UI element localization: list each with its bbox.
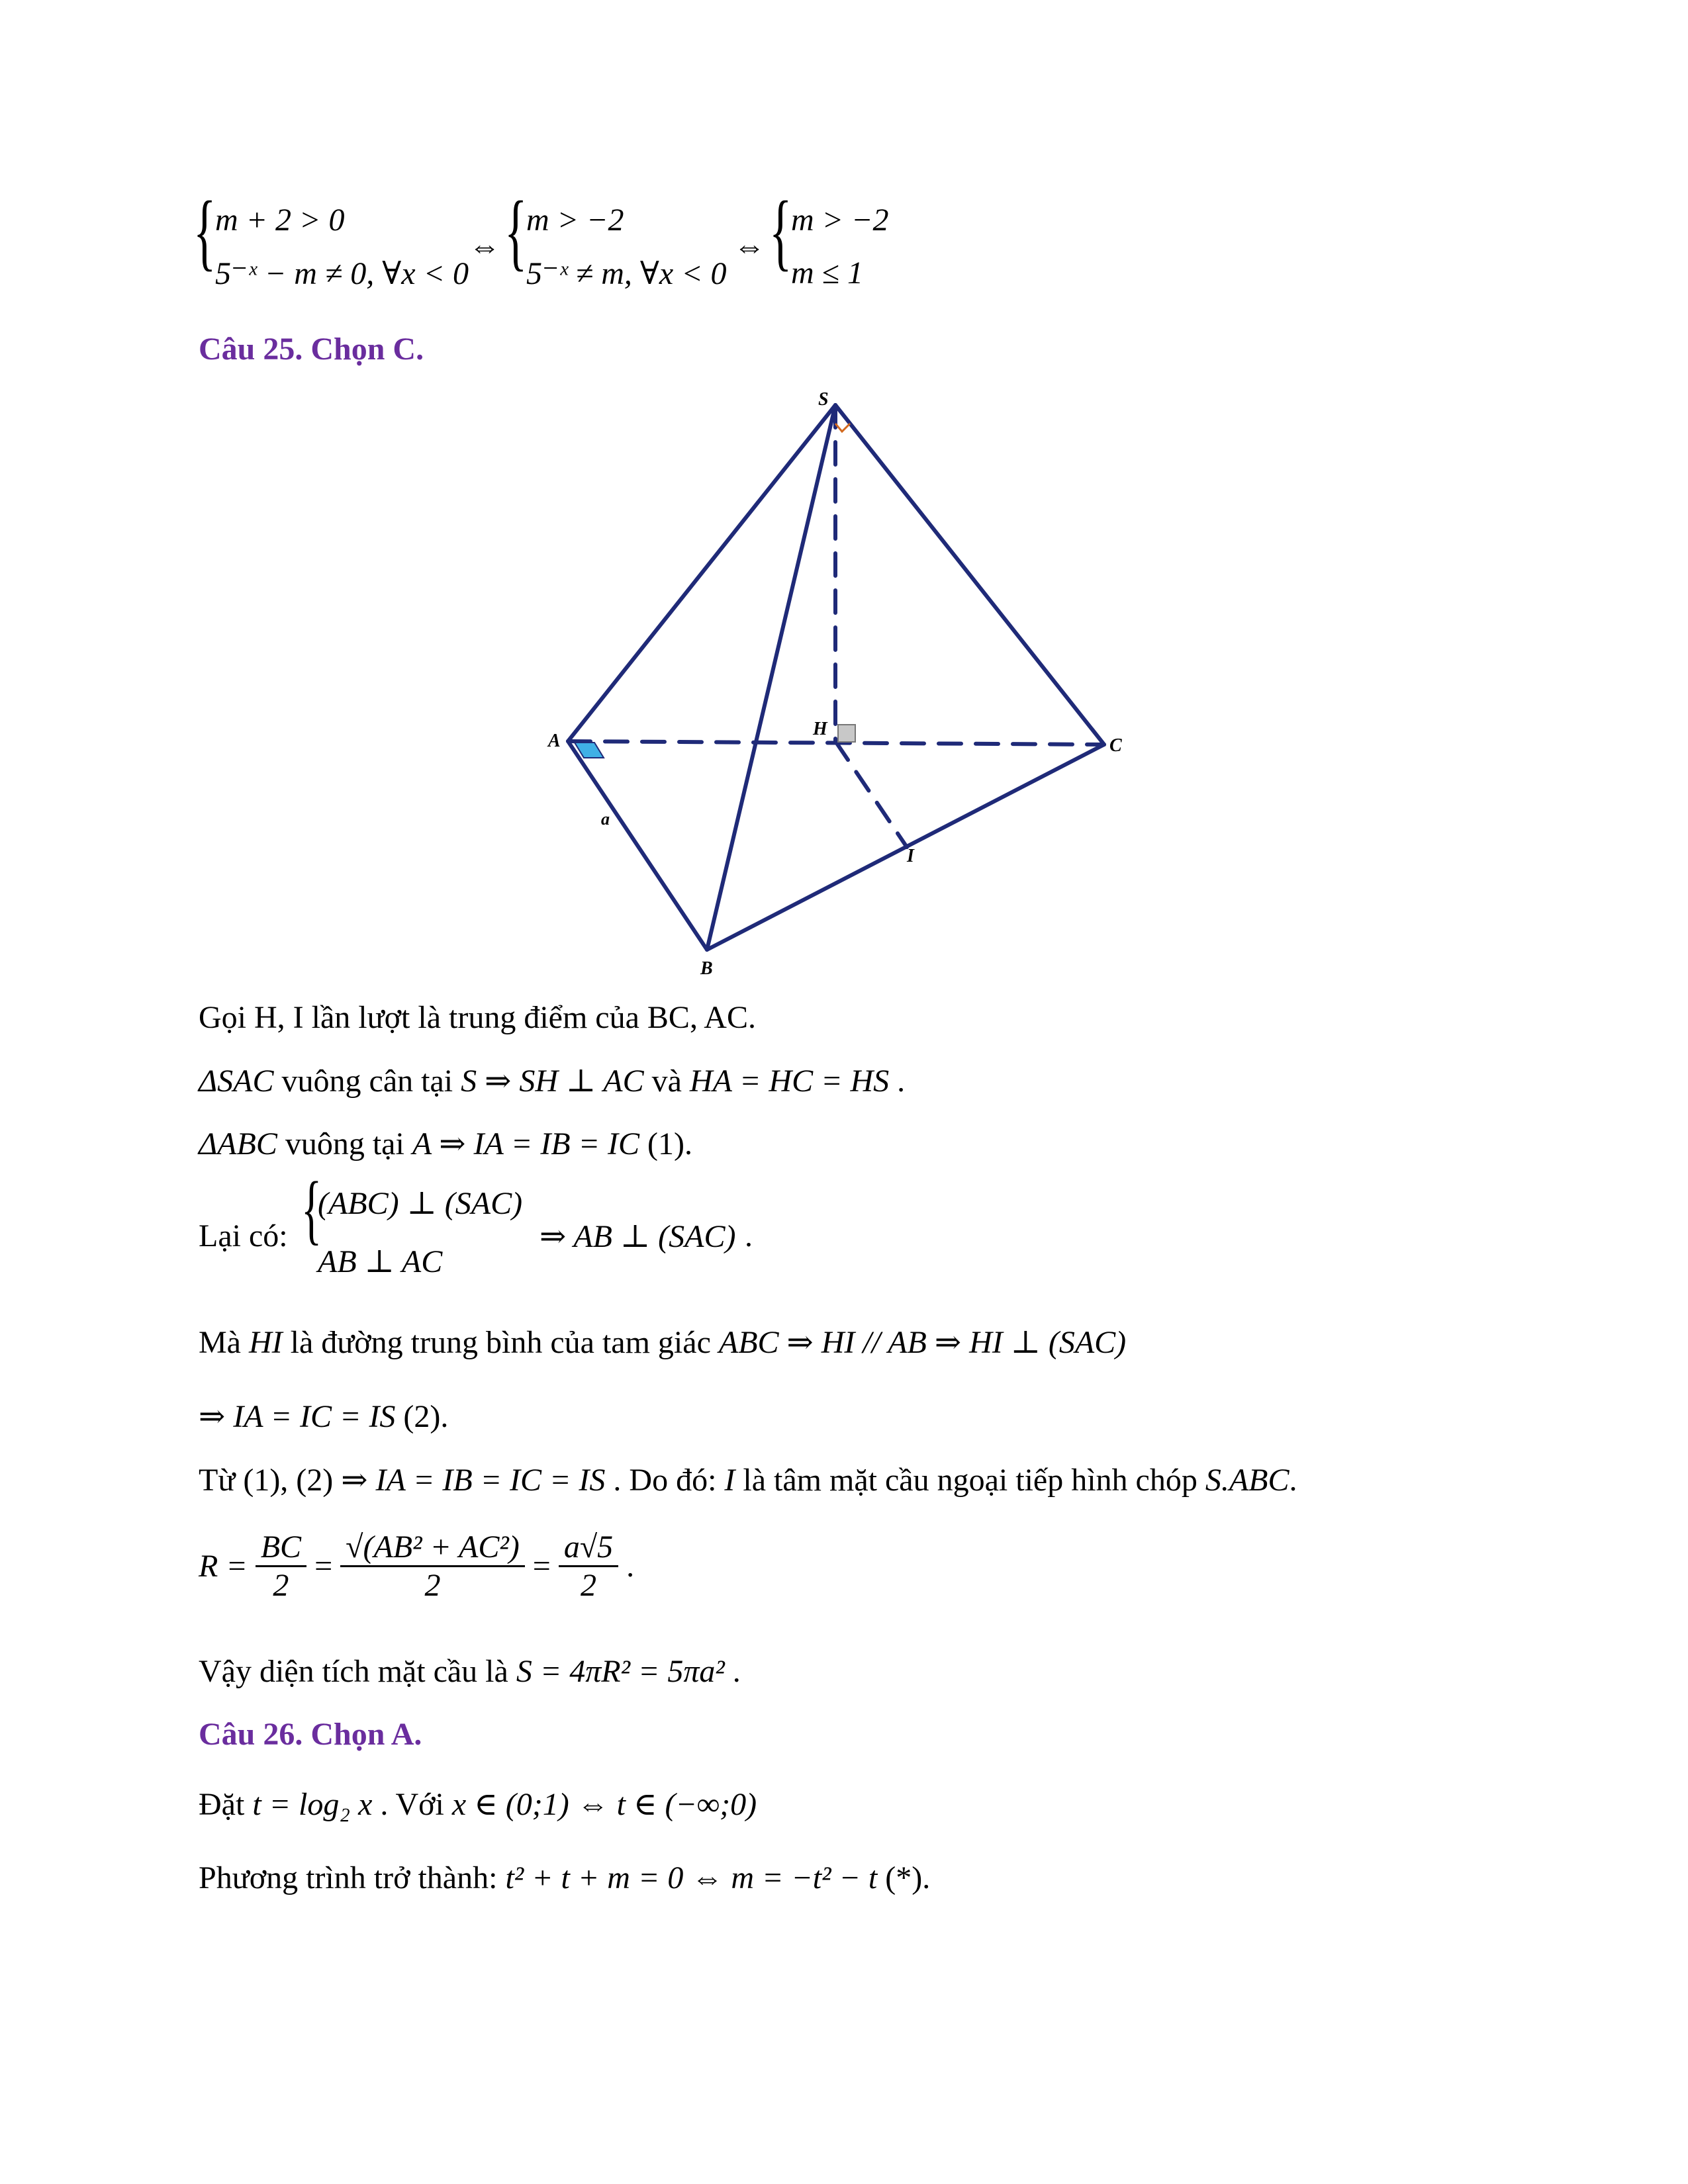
edge-SC	[835, 405, 1104, 745]
radius-formula: R = $\frac{BC}{2}$ = $\frac{\text{√(AB² + AC²)}}{2}$ = $\frac{a√5}{2}$ .	[199, 1529, 635, 1603]
brace-right: {	[769, 184, 792, 279]
segment-HI-dashed	[835, 741, 907, 847]
iff-symbol: ⇔	[469, 229, 500, 264]
brace-middle: {	[504, 184, 528, 279]
brace-left: {	[193, 184, 216, 279]
q26-line-1: Đặt t = log₂ x . Với x ∈ (0;1) ⇔ t ∈ (−∞;0)	[199, 1787, 757, 1822]
label-a: a	[601, 809, 610, 829]
brace-system: {	[301, 1165, 322, 1252]
q25-line-6: ⇒ IA = IC = IS (2).	[199, 1399, 449, 1434]
edge-AB	[568, 741, 707, 950]
eq-1b: 5⁻ˣ − m ≠ 0, ∀x < 0	[215, 256, 469, 291]
q26-line-2: Phương trình trở thành: t² + t + m = 0 ⇔ m = −t² − t (*).	[199, 1860, 931, 1895]
label-C: C	[1109, 735, 1122, 756]
q25-line-7: Từ (1), (2) ⇒ IA = IB = IC = IS . Do đó: I là tâm mặt cầu ngoại tiếp hình chóp S.ABC.	[199, 1463, 1297, 1498]
right-angle-marker-H	[838, 725, 855, 742]
label-I: I	[907, 846, 914, 866]
eq-3b: m ≤ 1	[791, 255, 864, 291]
fraction-a-sqrt5-over-2: $\frac{a√5}{2}$	[559, 1529, 618, 1604]
fraction-sqrt-over-2: $\frac{\text{√(AB² + AC²)}}{2}$	[340, 1529, 525, 1604]
iff-symbol: ⇔	[733, 229, 765, 264]
q25-line-3: ΔABC vuông tại A ⇒ IA = IB = IC (1).	[199, 1126, 692, 1161]
q25-line-5: Mà HI là đường trung bình của tam giác ABC ⇒ HI // AB ⇒ HI ⊥ (SAC)	[199, 1325, 1127, 1360]
label-B: B	[700, 958, 713, 979]
question-25-heading: Câu 25. Chọn C.	[199, 332, 424, 367]
question-26-heading: Câu 26. Chọn A.	[199, 1717, 422, 1752]
eq-3a: m > −2	[791, 203, 889, 238]
fraction-bc-over-2: $\frac{BC}{2}$	[256, 1529, 306, 1604]
q25-line-1: Gọi H, I lần lượt là trung điểm của BC, AC.	[199, 1000, 756, 1035]
eq-2a: m > −2	[526, 203, 624, 238]
right-angle-marker-S	[835, 424, 850, 432]
q25-line-9: Vậy diện tích mặt cầu là S = 4πR² = 5πa² .	[199, 1654, 741, 1689]
label-A: A	[548, 731, 561, 751]
eq-1a: m + 2 > 0	[215, 203, 345, 238]
label-H: H	[813, 719, 827, 739]
label-S: S	[818, 389, 829, 410]
eq-2b: 5⁻ˣ ≠ m, ∀x < 0	[526, 256, 727, 291]
pyramid-figure	[0, 0, 1688, 993]
q25-line-2: ΔSAC vuông cân tại S ⇒ SH ⊥ AC và HA = HC = HS .	[199, 1064, 906, 1099]
